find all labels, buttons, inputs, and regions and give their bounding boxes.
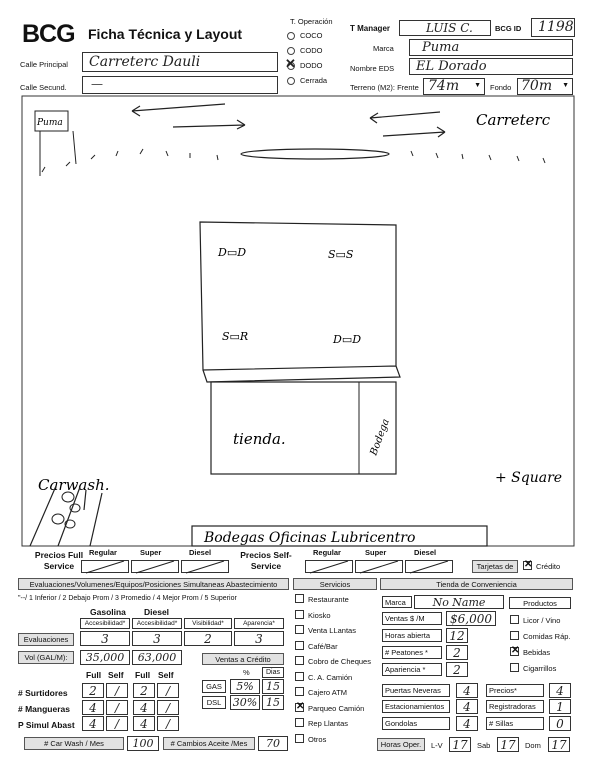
full-price-strikes [78,559,238,575]
surtidores-label: # Surtidores [18,688,68,698]
carwash-label: Carwash. [38,476,110,494]
puertas-value[interactable]: 4 [456,683,478,698]
producto-checkbox[interactable] [510,647,519,656]
terreno-label: Terreno (M2): Frente [350,83,419,92]
surt-gas-self[interactable]: / [106,683,128,698]
simul-dsl-self[interactable]: / [157,716,179,731]
ventas-value[interactable]: $6,000 [446,611,496,626]
puma-sign-label: Puma [37,118,63,128]
pump-4: D▭D [333,333,362,346]
credito-label: Crédito [536,562,561,571]
puertas-label: Puertas Neveras [382,684,450,697]
dom-label: Dom [525,741,541,750]
precios-value[interactable]: 4 [549,683,571,698]
self-col-regular: Regular [313,548,341,557]
bcg-id-label: BCG ID [495,24,522,33]
self-col-super: Super [365,548,387,557]
servicio-label: Otros [308,734,327,744]
producto-label: Licor / Vino [523,616,561,625]
dsl-pct[interactable]: 30% [230,695,260,710]
servicio-label: Kiosko [308,610,331,620]
radio-codo-label: CODO [300,46,323,55]
square-label: + Square [495,470,563,486]
page-title: Ficha Técnica y Layout [88,26,243,42]
apariencia-value[interactable]: 2 [446,662,468,677]
simul-dsl-full[interactable]: 4 [133,716,155,731]
radio-cerrada-label: Cerrada [300,76,328,85]
mang-gas-self[interactable]: / [106,700,128,715]
horas-oper-label: Horas Oper. [377,738,425,751]
tarjetas-label: Tarjetas de [472,560,518,573]
servicio-label: Cobro de Cheques [308,657,371,666]
servicio-checkbox[interactable] [295,594,304,603]
servicio-checkbox[interactable] [295,734,304,743]
dsl-dias[interactable]: 15 [262,695,284,710]
frente-value: 74m [428,78,460,94]
ventas-credito-label: Ventas a Crédito [202,653,284,665]
carwash-mes-label: # Car Wash / Mes [24,737,124,750]
producto-label: Comidas Ráp. [523,632,571,641]
apariencia-label: Apariencia * [382,663,442,676]
eval-vis[interactable]: 2 [184,631,232,646]
producto-checkbox[interactable] [510,615,519,624]
gasolina-label: Gasolina [90,607,126,617]
simul-gas-full[interactable]: 4 [82,716,104,731]
pump-2: S▭S [328,248,354,261]
simul-gas-self[interactable]: / [106,716,128,731]
marca-value: Puma [422,40,460,55]
manager-label: T Manager [350,24,391,33]
self-col-diesel: Diesel [414,548,437,557]
servicio-checkbox[interactable] [295,610,304,619]
radio-dodo-label: DODO [300,61,323,70]
radio-dodo-mark: ✕ [285,57,296,72]
registradoras-value[interactable]: 1 [549,699,571,714]
sab-label: Sab [477,741,491,750]
carwash-bays [30,486,102,546]
cambios-aceite-label: # Cambios Aceite /Mes [163,737,255,750]
lv-label: L-V [431,741,443,750]
estac-label: Estacionamientos [382,700,450,713]
col-apa: Aparencia* [234,618,284,629]
fondo-label: Fondo [490,83,512,92]
road-dashes [42,149,545,172]
dsl-label: DSL [202,696,226,709]
servicio-label: Café/Bar [308,641,338,651]
registradoras-label: Registradoras [486,700,544,713]
bottom-building-label: Bodegas Oficinas Lubricentro [204,530,416,546]
mangueras-label: # Mangueras [18,704,70,714]
estac-value[interactable]: 4 [456,699,478,714]
servicio-checkbox[interactable] [295,641,304,650]
servicio-label: Restaurante [308,595,349,604]
carwash-mes-value[interactable]: 100 [127,736,159,751]
cambios-aceite-value[interactable]: 70 [258,736,288,751]
producto-label: Bebidas [523,648,551,657]
tienda-label: tienda. [233,430,286,448]
producto-checkbox[interactable] [510,663,519,672]
precios-full-label: Precios Full Service [34,550,84,571]
precios-self-label: Precios Self-Service [240,550,292,571]
vol-diesel[interactable]: 63,000 [132,650,182,665]
surt-dsl-self[interactable]: / [157,683,179,698]
fondo-dropdown-icon[interactable]: ▼ [562,82,569,89]
marca-label: Marca [373,44,394,53]
servicio-checkbox[interactable] [295,656,304,665]
road-median [241,149,389,159]
nombre-eds-label: Nombre EDS [350,64,395,73]
productos-label: Productos [509,597,571,609]
servicio-label: Cajero ATM [308,688,348,697]
mang-gas-full[interactable]: 4 [82,700,104,715]
dom-value[interactable]: 17 [548,737,570,752]
mang-dsl-full[interactable]: 4 [133,700,155,715]
servicio-checkbox[interactable] [295,625,304,634]
evaluaciones-header: Evaluaciones/Volumenes/Equipos/Posiciones Simultaneas Abastecimiento [18,578,289,590]
servicio-label: C. A. Camión [308,672,353,682]
servicio-checkbox[interactable] [295,687,304,696]
servicio-checkbox[interactable] [295,700,305,712]
tienda-building [211,382,396,474]
credito-checkbox[interactable]: ✕ [524,559,533,570]
horas-label: Horas abierta [382,629,442,642]
fondo-value: 70m [521,78,553,94]
mang-dsl-self[interactable]: / [157,700,179,715]
self-price-strikes [302,559,462,575]
lv-value[interactable]: 17 [449,737,471,752]
surt-dsl-full[interactable]: 2 [133,683,155,698]
horas-value[interactable]: 12 [446,628,468,643]
eval-acc2[interactable]: 3 [132,631,182,646]
servicios-header: Servicios [293,578,377,590]
eval-apa[interactable]: 3 [234,631,284,646]
nombre-eds-value: EL Dorado [416,59,487,74]
operacion-label: T. Operación [290,17,333,26]
sillas-label: # Sillas [486,717,544,730]
dsl-full-header: Full [135,670,151,680]
tienda-marca-value[interactable]: No Name [414,595,504,609]
row-vol-label: Vol (GAL/M): [18,651,74,664]
pump-3: S▭R [222,330,249,343]
servicio-label: Venta LLantas [308,626,356,635]
gas-pct[interactable]: 5% [230,679,260,694]
bodega-label: Bodega [368,417,392,458]
precios-label: Precios* [486,684,544,697]
sab-value[interactable]: 17 [497,737,519,752]
dias-label: Dias [262,667,284,678]
producto-label: Cigarrillos [523,664,557,673]
calle-secund-value: — [91,77,103,91]
servicio-label: Rep Llantas [308,719,349,728]
gondolas-label: Gondolas [382,717,450,730]
peatones-label: # Peatones * [382,646,442,659]
pct-label: % [243,668,250,677]
servicio-checkbox[interactable] [295,718,304,727]
traffic-arrows [132,104,445,137]
servicio-label: Parqueo Camión [308,703,365,713]
tienda-marca-label: Marca [382,596,412,608]
peatones-value[interactable]: 2 [446,645,468,660]
manager-value: LUIS C. [426,21,473,35]
check-mark-icon: ✕ [296,700,305,712]
gas-dias[interactable]: 15 [262,679,284,694]
calle-principal-value: Carreterc Dauli [89,54,201,70]
gas-full-header: Full [86,670,102,680]
producto-checkbox[interactable] [510,631,519,640]
gas-label: GAS [202,680,226,693]
diesel-label: Diesel [144,607,170,617]
vol-gasolina[interactable]: 35,000 [80,650,130,665]
calle-principal-label: Calle Principal [20,60,68,69]
bcg-logo: BCG [22,20,75,48]
sillas-value[interactable]: 0 [549,716,571,731]
simul-label: P Simul Abast [18,720,75,730]
servicio-checkbox[interactable] [295,672,304,681]
road-label: Carreterc [476,111,551,129]
check-mark-icon: ✕ [511,645,520,656]
gondolas-value[interactable]: 4 [456,716,478,731]
bcg-id-value: 1198 [538,19,574,35]
full-col-super: Super [140,548,162,557]
tienda-header: Tienda de Conveniencia [380,578,573,590]
eval-acc1[interactable]: 3 [80,631,130,646]
gas-self-header: Self [108,670,124,680]
full-col-diesel: Diesel [189,548,212,557]
evaluaciones-scale: "--/ 1 Inferior / 2 Debajo Prom / 3 Promedio / 4 Mejor Prom / 5 Superior [18,595,237,602]
col-acc1: Accesibilidad* [80,618,130,629]
full-col-regular: Regular [89,548,117,557]
row-eval-label: Evaluaciones [18,633,74,646]
radio-coco-label: COCO [300,31,323,40]
frente-dropdown-icon[interactable]: ▼ [474,82,481,89]
calle-secund-label: Calle Secund. [20,83,67,92]
pump-1: D▭D [218,246,247,259]
surt-gas-full[interactable]: 2 [82,683,104,698]
ventas-label: Ventas $ /M [382,612,442,625]
col-vis: Visibilidad* [184,618,232,629]
col-acc2: Accesibilidad* [132,618,182,629]
dsl-self-header: Self [158,670,174,680]
